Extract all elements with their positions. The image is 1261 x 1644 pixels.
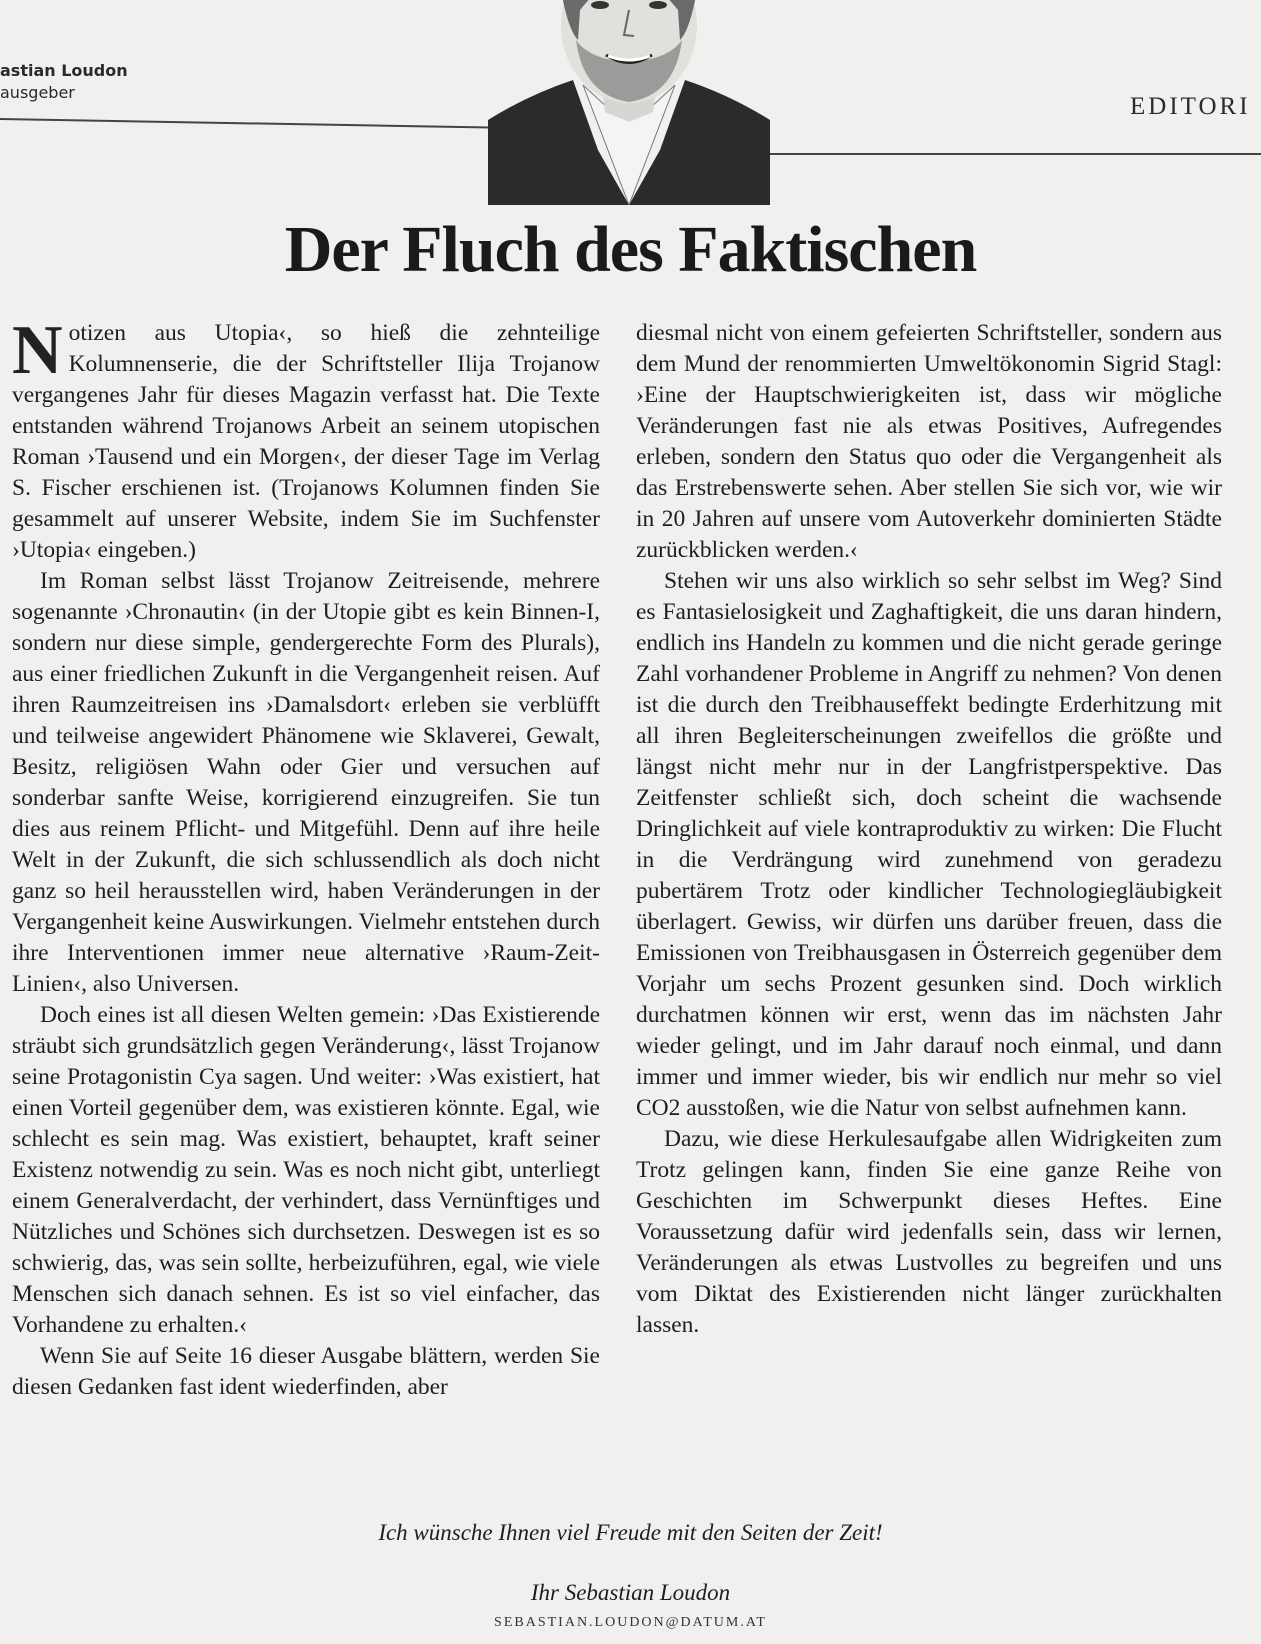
paragraph: Notizen aus Utopia‹, so hieß die zehnteilige Kolumnenserie, die der Schriftsteller Ilija Trojanow vergangenes Jahr für dieses Magazin verfasst hat. Die Texte entstanden während Trojanows Arbeit an seinem utopischen Roman ›Tausend und ein Morgen‹, der dieser Tage im Verlag S. Fischer erschienen ist. (Trojanows Kolumnen finden Sie gesammelt auf unserer Website, indem Sie im Suchfenster ›Utopia‹ eingeben.) (12, 312, 600, 563)
article-column-2 (636, 318, 1222, 1341)
paragraph: diesmal nicht von einem gefeierten Schriftsteller, sondern aus dem Mund der renommierten Umweltökonomin Sigrid Stagl: ›Eine der Hauptschwierigkeiten ist, dass wir mögliche Veränderungen fast nie als etwas Positives, Aufregendes erleben, sondern den Status quo oder die Vergangenheit als das Erstrebenswerte sehen. Aber stellen Sie sich vor, wie wir in 20 Jahren auf unsere vom Autoverkehr dominierten Städte zurückblicken werden.‹ (636, 320, 1222, 563)
drop-cap: N (12, 312, 63, 389)
header-rule-left (0, 118, 490, 129)
paragraph: Wenn Sie auf Seite 16 dieser Ausgabe blättern, werden Sie diesen Gedanken fast ident wiederfinden, aber (12, 1343, 600, 1400)
article-column-1 (12, 312, 600, 1403)
author-email[interactable]: SEBASTIAN.LOUDON@DATUM.AT (494, 1615, 767, 1630)
signature: Ihr Sebastian Loudon (530, 1580, 731, 1605)
author-name: astian Loudon (0, 61, 128, 80)
paragraph: Doch eines ist all diesen Welten gemein: ›Das Existierende sträubt sich grundsätzlich gegen Veränderung‹, lässt Trojanow seine Protagonistin Cya sagen. Und weiter: ›Was existiert, hat einen Vorteil gegenüber dem, was existieren könnte. Egal, wie schlecht es sein mag. Was existiert, behauptet, kraft seiner Existenz notwendig zu sein. Was es noch nicht gibt, unterliegt einem Generalverdacht, der verhindert, dass Vernünftiges und Nützliches und Schönes sich durchsetzen. Deswegen ist es so schwierig, das, was sein sollte, herbeizuführen, egal, wie viele Menschen sich danach sehnen. Es ist so viel einfacher, das Vorhandene zu erhalten.‹ (12, 1002, 600, 1338)
header-rule-right (762, 153, 1261, 155)
article-title: Der Fluch des Faktischen (284, 213, 977, 286)
author-role: ausgeber (0, 83, 75, 102)
closing-line: Ich wünsche Ihnen viel Freude mit den Seiten der Zeit! (378, 1520, 883, 1545)
author-byline (0, 60, 128, 104)
section-label: EDITORI (1130, 93, 1251, 120)
author-portrait-illustration (488, 0, 770, 205)
paragraph: Im Roman selbst lässt Trojanow Zeitreisende, mehrere sogenannte ›Chronautin‹ (in der Utopie gibt es kein Binnen-I, sondern nur diese simple, gendergerechte Form des Plurals), aus einer friedlichen Zukunft in die Vergangenheit reisen. Auf ihren Raumzeitreisen ins ›Damalsdort‹ erleben sie verblüfft und teilweise angewidert Phänomene wie Sklaverei, Gewalt, Besitz, religiösen Wahn oder Gier und versuchen auf sonderbar sanfte Weise, korrigierend einzugreifen. Sie tun dies aus reinem Pflicht- und Mitgefühl. Denn auf ihre heile Welt in der Zukunft, die sich schlussendlich als doch nicht ganz so heil herausstellen wird, haben Veränderungen in der Vergangenheit keine Auswirkungen. Vielmehr entstehen durch ihre Interventionen immer neue alternative ›Raum-Zeit-Linien‹, also Universen. (12, 568, 600, 997)
paragraph: Dazu, wie diese Herkulesaufgabe allen Widrigkeiten zum Trotz gelingen kann, finden Sie eine ganze Reihe von Geschichten im Schwerpunkt dieses Heftes. Eine Voraussetzung dafür wird jedenfalls sein, dass wir lernen, Veränderungen als etwas Lustvolles zu begreifen und uns vom Diktat des Existierenden nicht länger zurückhalten lassen. (636, 1126, 1222, 1338)
paragraph: Stehen wir uns also wirklich so sehr selbst im Weg? Sind es Fantasielosigkeit und Zaghaftigkeit, die uns daran hindern, endlich ins Handeln zu kommen und die nicht gerade geringe Zahl vorhandener Probleme in Angriff zu nehmen? Von denen ist die durch den Treibhauseffekt bedingte Erderhitzung mit all ihren Begleiterscheinungen zweifellos die größte und längst nicht mehr nur in der Langfristperspektive. Das Zeitfenster schließt sich, doch scheint die wachsende Dringlichkeit auf viele kontraproduktiv zu wirken: Die Flucht in die Verdrängung wird zunehmend von geradezu pubertärem Trotz oder kindlicher Technologiegläubigkeit überlagert. Gewiss, wir dürfen uns darüber freuen, dass die Emissionen von Treibhausgasen in Österreich gegenüber dem Vorjahr um sechs Prozent gesunken sind. Doch wirklich durchatmen können wir erst, wenn das im nächsten Jahr wieder gelingt, und im Jahr darauf noch einmal, und dann immer und immer wieder, bis wir endlich nur mehr so viel CO2 ausstoßen, wie die Natur von selbst aufnehmen kann. (636, 568, 1222, 1121)
